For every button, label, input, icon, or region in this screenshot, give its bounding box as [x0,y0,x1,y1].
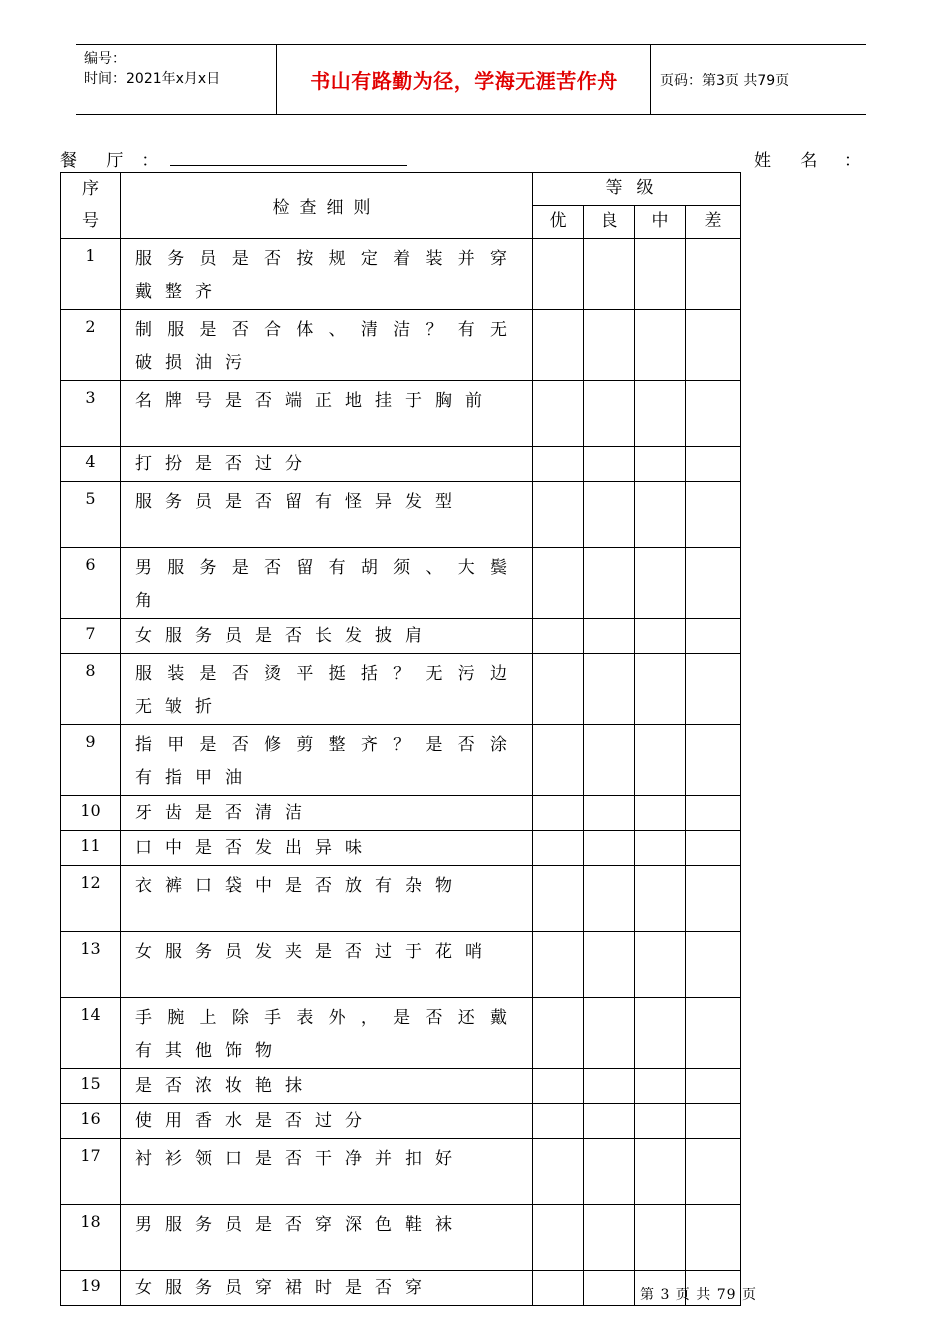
grade-excellent-cell[interactable] [533,1205,584,1271]
table-row [61,482,741,548]
code-label: 编号： [84,51,126,67]
row-number: 13 [61,932,121,998]
row-detail: 服装是否烫平挺括？无污边无皱折 [121,654,533,725]
row-detail: 是否浓妆艳抹 [121,1069,533,1104]
row-detail: 衬衫领口是否干净并扣好 [121,1139,533,1205]
grade-good-cell[interactable] [584,725,635,796]
grade-excellent-cell[interactable] [533,932,584,998]
grade-fair-cell[interactable] [635,1205,686,1271]
row-number: 5 [61,482,121,548]
grade-excellent-cell[interactable] [533,1271,584,1306]
grade-good-cell[interactable] [584,796,635,831]
row-detail: 衣裤口袋中是否放有杂物 [121,866,533,932]
grade-excellent-cell[interactable] [533,239,584,310]
grade-excellent-header: 优 [533,206,584,239]
row-number: 15 [61,1069,121,1104]
row-detail: 服务员是否留有怪异发型 [121,482,533,548]
grade-good-cell[interactable] [584,1271,635,1306]
grade-fair-cell[interactable] [635,932,686,998]
grade-fair-cell[interactable] [635,1139,686,1205]
grade-good-cell[interactable] [584,654,635,725]
grade-poor-cell[interactable] [686,998,741,1069]
grade-excellent-cell[interactable] [533,548,584,619]
grade-poor-cell[interactable] [686,381,741,447]
row-number: 2 [61,310,121,381]
grade-excellent-cell[interactable] [533,482,584,548]
form-line [60,146,860,170]
row-detail: 女服务员发夹是否过于花哨 [121,932,533,998]
document-header [76,44,866,115]
table-row [61,831,741,866]
grade-good-cell[interactable] [584,1205,635,1271]
header-page-label: 页码：第3页 共79页 [660,72,790,89]
page-footer: 第 3 页 共 79 页 [640,1287,757,1303]
row-detail: 制服是否合体、清洁？有无破损油污 [121,310,533,381]
table-row [61,548,741,619]
header-divider [650,45,651,114]
grade-fair-cell[interactable] [635,447,686,482]
row-number: 7 [61,619,121,654]
row-detail: 指甲是否修剪整齐？是否涂有指甲油 [121,725,533,796]
detail-header: 检查细则 [121,173,533,239]
grade-fair-cell[interactable] [635,831,686,866]
grade-poor-cell[interactable] [686,1139,741,1205]
grade-fair-cell[interactable] [635,310,686,381]
grade-fair-cell[interactable] [635,619,686,654]
grade-fair-cell[interactable] [635,1069,686,1104]
row-number: 8 [61,654,121,725]
grade-poor-cell[interactable] [686,619,741,654]
row-detail: 男服务是否留有胡须、大鬓角 [121,548,533,619]
row-number: 17 [61,1139,121,1205]
canteen-blank-line[interactable] [170,165,407,166]
table-row [61,1271,741,1306]
row-detail: 服务员是否按规定着装并穿戴整齐 [121,239,533,310]
grade-header: 等级 [533,173,741,206]
grade-fair-header: 中 [635,206,686,239]
grade-excellent-cell[interactable] [533,831,584,866]
grade-poor-cell[interactable] [686,1104,741,1139]
grade-fair-cell[interactable] [635,239,686,310]
grade-poor-cell[interactable] [686,796,741,831]
grade-good-cell[interactable] [584,447,635,482]
grade-poor-cell[interactable] [686,548,741,619]
grade-poor-cell[interactable] [686,831,741,866]
header-meta [84,49,220,89]
row-number: 19 [61,1271,121,1306]
table-row [61,1069,741,1104]
grade-poor-cell[interactable] [686,725,741,796]
table-row [61,932,741,998]
grade-fair-cell[interactable] [635,654,686,725]
grade-fair-cell[interactable] [635,548,686,619]
grade-poor-cell[interactable] [686,310,741,381]
row-detail: 女服务员穿裙时是否穿 [121,1271,533,1306]
grade-fair-cell[interactable] [635,998,686,1069]
inspection-table [60,172,741,1306]
grade-good-cell[interactable] [584,482,635,548]
grade-excellent-cell[interactable] [533,310,584,381]
grade-poor-cell[interactable] [686,447,741,482]
grade-good-cell[interactable] [584,932,635,998]
table-row [61,310,741,381]
canteen-label: 餐 厅 ： [60,151,171,171]
grade-excellent-cell[interactable] [533,866,584,932]
row-detail: 口中是否发出异味 [121,831,533,866]
grade-good-cell[interactable] [584,619,635,654]
grade-poor-header: 差 [686,206,741,239]
table-row [61,1104,741,1139]
seq-header: 序 号 [61,173,121,239]
row-detail: 名牌号是否端正地挂于胸前 [121,381,533,447]
grade-good-header: 良 [584,206,635,239]
grade-excellent-cell[interactable] [533,654,584,725]
row-detail: 牙齿是否清洁 [121,796,533,831]
grade-poor-cell[interactable] [686,1069,741,1104]
table-row [61,654,741,725]
grade-poor-cell[interactable] [686,932,741,998]
row-detail: 打扮是否过分 [121,447,533,482]
table-row [61,866,741,932]
row-detail: 女服务员是否长发披肩 [121,619,533,654]
row-number: 3 [61,381,121,447]
time-label: 时间：2021年x月x日 [84,71,221,87]
grade-poor-cell[interactable] [686,1205,741,1271]
grade-fair-cell[interactable] [635,381,686,447]
table-row [61,796,741,831]
grade-good-cell[interactable] [584,1104,635,1139]
table-row [61,239,741,310]
row-number: 9 [61,725,121,796]
row-number: 16 [61,1104,121,1139]
row-detail: 手腕上除手表外，是否还戴有其他饰物 [121,998,533,1069]
grade-good-cell[interactable] [584,548,635,619]
grade-excellent-cell[interactable] [533,998,584,1069]
grade-good-cell[interactable] [584,1069,635,1104]
grade-good-cell[interactable] [584,831,635,866]
grade-fair-cell[interactable] [635,482,686,548]
row-detail: 使用香水是否过分 [121,1104,533,1139]
header-motto: 书山有路勤为径，学海无涯苦作舟 [310,69,618,93]
grade-fair-cell[interactable] [635,725,686,796]
grade-good-cell[interactable] [584,866,635,932]
grade-good-cell[interactable] [584,239,635,310]
table-row [61,619,741,654]
row-detail: 男服务员是否穿深色鞋袜 [121,1205,533,1271]
grade-poor-cell[interactable] [686,654,741,725]
table-row [61,381,741,447]
grade-fair-cell[interactable] [635,1104,686,1139]
row-number: 6 [61,548,121,619]
grade-excellent-cell[interactable] [533,381,584,447]
grade-excellent-cell[interactable] [533,1069,584,1104]
table-row [61,725,741,796]
name-label: 姓 名 [754,151,830,171]
row-number: 11 [61,831,121,866]
row-number: 12 [61,866,121,932]
grade-poor-cell[interactable] [686,482,741,548]
header-divider [276,45,277,114]
grade-excellent-cell[interactable] [533,447,584,482]
grade-good-cell[interactable] [584,310,635,381]
grade-excellent-cell[interactable] [533,796,584,831]
table-row [61,1139,741,1205]
grade-good-cell[interactable] [584,998,635,1069]
grade-good-cell[interactable] [584,381,635,447]
row-number: 4 [61,447,121,482]
name-colon: ： [844,151,861,171]
grade-poor-cell[interactable] [686,239,741,310]
row-number: 14 [61,998,121,1069]
row-number: 1 [61,239,121,310]
grade-fair-cell[interactable] [635,796,686,831]
grade-poor-cell[interactable] [686,866,741,932]
grade-good-cell[interactable] [584,1139,635,1205]
table-row [61,998,741,1069]
grade-excellent-cell[interactable] [533,619,584,654]
grade-excellent-cell[interactable] [533,725,584,796]
grade-excellent-cell[interactable] [533,1139,584,1205]
table-row [61,447,741,482]
grade-fair-cell[interactable] [635,866,686,932]
row-number: 18 [61,1205,121,1271]
row-number: 10 [61,796,121,831]
grade-excellent-cell[interactable] [533,1104,584,1139]
table-row [61,1205,741,1271]
